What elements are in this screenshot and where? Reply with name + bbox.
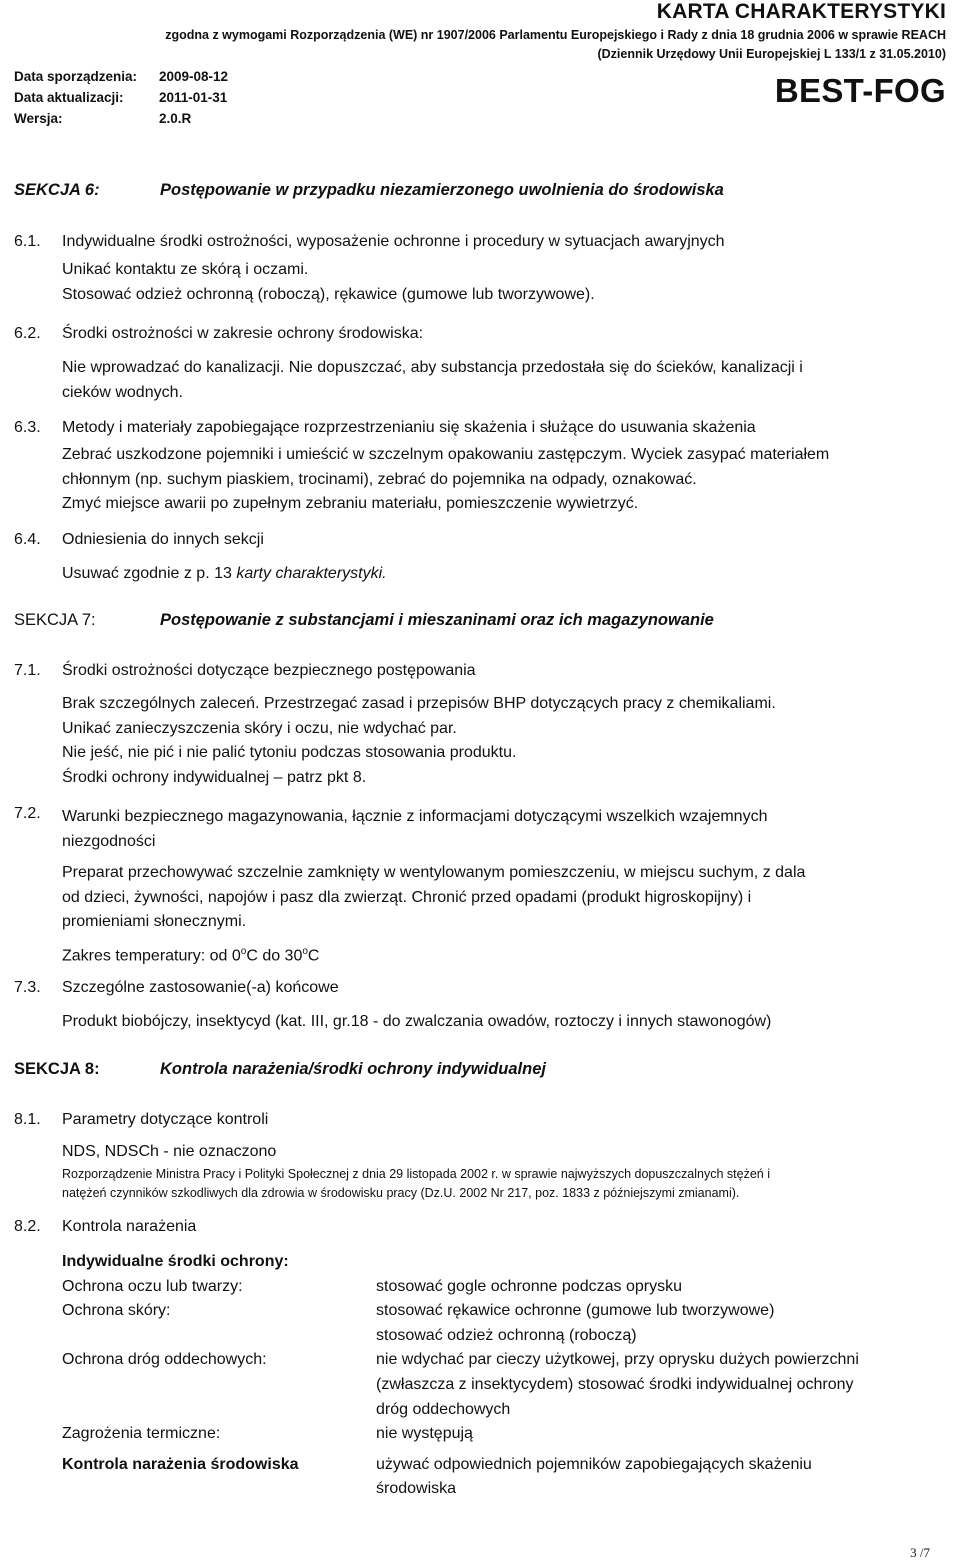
regulation-note	[165, 26, 946, 64]
regulation-line-1: zgodna z wymogami Rozporządzenia (WE) nr 1907/2006 Parlamentu Europejskiego i Rady z dnia 18 grudnia 2006 w sprawie REACH	[165, 28, 946, 42]
document-title: KARTA CHARAKTERYSTYKI	[656, 0, 946, 23]
regulation-reference: Rozporządzenie Ministra Pracy i Polityki Społecznej z dnia 29 listopada 2002 r. w sprawie najwyższych dopuszczalnych stężeń i natężeń czynników szkodliwych dla zdrowia w środowisku pracy (Dz.U. 2002 Nr 217, poz. 1833 z późniejszymi zmianami).	[62, 1167, 770, 1200]
subsection-7-2-number: 7.2.	[14, 805, 41, 822]
skin-protection-value-1: stosować rękawice ochronne (gumowe lub tworzywowe)	[376, 1302, 775, 1320]
subsection-7-3-heading: Szczególne zastosowanie(-a) końcowe	[62, 979, 339, 996]
eye-protection-label: Ochrona oczu lub twarzy:	[62, 1277, 243, 1295]
subsection-7-1-number: 7.1.	[14, 662, 41, 679]
subsection-6-3-number: 6.3.	[14, 419, 41, 436]
subsection-6-4-heading: Odniesienia do innych sekcji	[62, 531, 264, 548]
subsection-7-3-text: Produkt biobójczy, insektycyd (kat. III, gr.18 - do zwalczania owadów, roztoczy i innych stawonogów)	[62, 1013, 772, 1030]
environmental-exposure-value-2: środowiska	[376, 1480, 457, 1498]
page-number: 3 /7	[910, 1545, 930, 1560]
subsection-7-1-heading: Środki ostrożności dotyczące bezpiecznego postępowania	[62, 662, 476, 679]
updated-label: Data aktualizacji:	[14, 90, 124, 105]
created-value: 2009-08-12	[159, 69, 229, 84]
section-6-title: Postępowanie w przypadku niezamierzonego uwolnienia do środowiska	[160, 181, 724, 199]
regulation-line-2: (Dziennik Urzędowy Unii Europejskiej L 133/1 z 31.05.2010)	[597, 47, 946, 61]
subsection-7-2-heading: Warunki bezpiecznego magazynowania, łącznie z informacjami dotyczącymi wszelkich wzajemnych niezgodności	[62, 808, 768, 850]
subsection-7-2-text: Preparat przechowywać szczelnie zamknięty w wentylowanym pomieszczeniu, w miejscu suchym, z dala od dzieci, żywności, napojów i pasz dla zwierząt. Chronić przed opadami (produkt higroskopijny) i promieniami słonecznymi.	[62, 864, 806, 931]
subsection-6-3-text: Zebrać uszkodzone pojemniki i umieścić w szczelnym opakowaniu zastępczym. Wyciek zasypać materiałem chłonnym (np. suchym piaskiem, trocinami), zebrać do pojemnika na odpady, oznakować. Zmyć miejsce awarii po zupełnym zebraniu materiału, pomieszczenie wywietrzyć.	[62, 446, 830, 513]
subsection-8-1-number: 8.1.	[14, 1111, 41, 1128]
ppe-table	[62, 1250, 946, 1502]
version-label: Wersja:	[14, 111, 63, 126]
temperature-range: Zakres temperatury: od 0$^o$C do 30$^o$C	[62, 946, 320, 965]
subsection-7-3-number: 7.3.	[14, 979, 41, 996]
section-8-label: SEKCJA 8:	[14, 1060, 100, 1078]
eye-protection-value: stosować gogle ochronne podczas oprysku	[376, 1277, 682, 1295]
version-value: 2.0.R	[159, 111, 192, 126]
subsection-6-3-heading: Metody i materiały zapobiegające rozprzestrzenianiu się skażenia i służące do usuwania skażenia	[62, 419, 756, 436]
respiratory-protection-label: Ochrona dróg oddechowych:	[62, 1351, 267, 1369]
subsection-8-1-heading: Parametry dotyczące kontroli	[62, 1111, 269, 1128]
respiratory-protection-value-2: (zwłaszcza z insektycydem) stosować środki indywidualnej ochrony	[376, 1375, 854, 1393]
skin-protection-value-2: stosować odzież ochronną (roboczą)	[376, 1326, 637, 1344]
respiratory-protection-value-1: nie wdychać par cieczy użytkowej, przy oprysku dużych powierzchni	[376, 1351, 859, 1369]
subsection-6-2-heading: Środki ostrożności w zakresie ochrony środowiska:	[62, 325, 424, 342]
product-name: BEST-FOG	[774, 72, 946, 109]
subsection-8-2-heading: Kontrola narażenia	[62, 1218, 197, 1235]
section-6-label: SEKCJA 6:	[14, 181, 100, 199]
section-7-label: SEKCJA 7:	[14, 611, 96, 629]
section-8-title: Kontrola narażenia/środki ochrony indywidualnej	[160, 1060, 546, 1078]
environmental-exposure-label: Kontrola narażenia środowiska	[62, 1455, 299, 1473]
subsection-6-1-number: 6.1.	[14, 233, 41, 250]
environmental-exposure-value-1: używać odpowiednich pojemników zapobiegających skażeniu	[376, 1455, 812, 1473]
updated-value: 2011-01-31	[159, 90, 228, 105]
subsection-6-4-number: 6.4.	[14, 531, 41, 548]
subsection-8-1-text: NDS, NDSCh - nie oznaczono	[62, 1143, 277, 1160]
skin-protection-label: Ochrona skóry:	[62, 1302, 171, 1320]
respiratory-protection-value-3: dróg oddechowych	[376, 1400, 511, 1418]
subsection-8-2-number: 8.2.	[14, 1218, 41, 1235]
subsection-6-1-text: Unikać kontaktu ze skórą i oczami. Stosować odzież ochronną (roboczą), rękawice (gumowe lub tworzywowe).	[62, 261, 595, 303]
subsection-6-4-text: Usuwać zgodnie z p. 13 karty charakterystyki.	[62, 565, 387, 582]
subsection-6-2-number: 6.2.	[14, 325, 41, 342]
created-label: Data sporządzenia:	[14, 69, 138, 84]
document-meta	[14, 66, 228, 129]
subsection-7-1-text: Brak szczególnych zaleceń. Przestrzegać zasad i przepisów BHP dotyczących pracy z chemikaliami. Unikać zanieczyszczenia skóry i oczu, nie wdychać par. Nie jeść, nie pić i nie palić tytoniu podczas stosowania produktu. Środki ochrony indywidualnej – patrz pkt 8.	[62, 695, 776, 786]
subsection-6-1-heading: Indywidualne środki ostrożności, wyposażenie ochronne i procedury w sytuacjach awaryjnych	[62, 233, 725, 250]
thermal-hazards-label: Zagrożenia termiczne:	[62, 1425, 221, 1443]
ppe-title: Indywidualne środki ochrony:	[62, 1253, 289, 1270]
thermal-hazards-value: nie występują	[376, 1425, 473, 1443]
subsection-6-2-text: Nie wprowadzać do kanalizacji. Nie dopuszczać, aby substancja przedostała się do ścieków, kanalizacji i cieków wodnych.	[62, 359, 803, 401]
section-7-title: Postępowanie z substancjami i mieszaninami oraz ich magazynowanie	[160, 611, 714, 629]
